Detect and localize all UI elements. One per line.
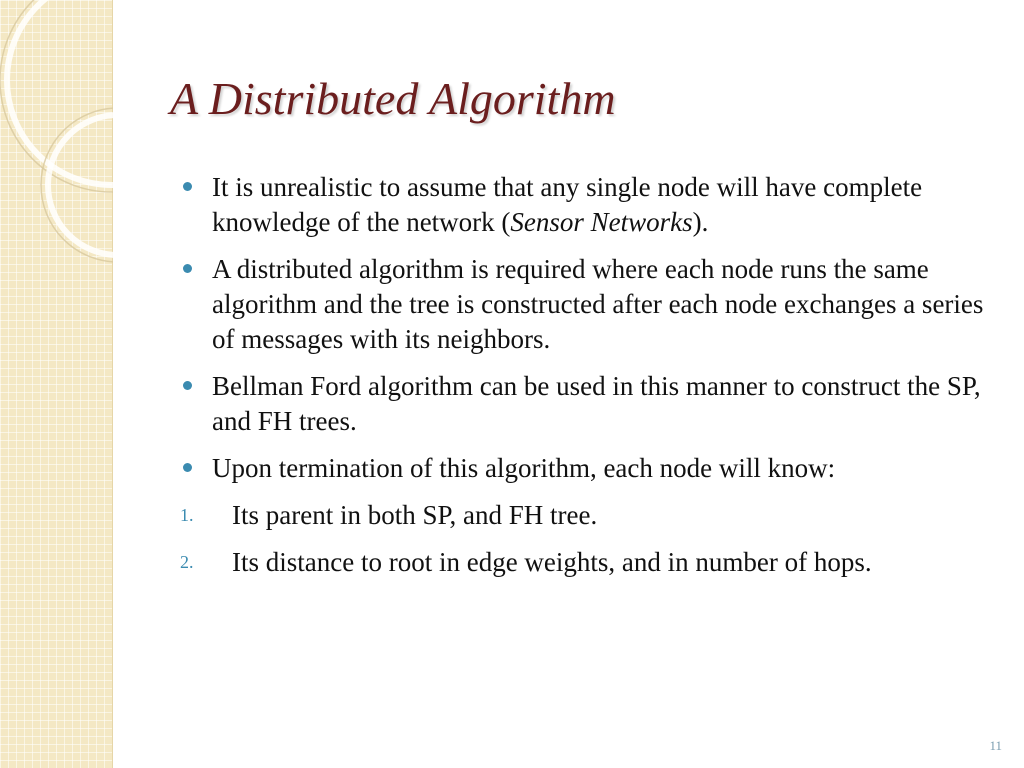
bullet-item-4 [180, 451, 1000, 486]
list-number-1: 1. [180, 505, 194, 525]
bullet-dot-icon [183, 264, 192, 273]
numbered-item-1 [180, 498, 1000, 533]
bullet-item-1 [180, 170, 1000, 240]
bullet-text-1-emphasis: Sensor Networks [510, 207, 693, 237]
bullet-item-3 [180, 369, 1000, 439]
decorative-circles [0, 0, 113, 768]
slide-content [180, 170, 1000, 592]
numbered-item-2 [180, 545, 1000, 580]
bullet-dot-icon [183, 463, 192, 472]
list-number-2: 2. [180, 552, 194, 572]
slide-title: A Distributed Algorithm [170, 73, 616, 124]
bullet-text-4: Upon termination of this algorithm, each node will know: [212, 453, 836, 483]
page-number: 11 [989, 738, 1002, 753]
bullet-text-2: A distributed algorithm is required where each node runs the same algorithm and the tree is constructed after each node exchanges a series of messages with its neighbors. [212, 254, 984, 354]
bullet-dot-icon [183, 182, 192, 191]
bullet-dot-icon [183, 381, 192, 390]
decorative-side-strip [0, 0, 113, 768]
bullet-text-1-end: ). [692, 207, 709, 237]
bullet-text-1-start: It is unrealistic to assume that any single node will have complete knowledge of the network ( [212, 172, 923, 237]
numbered-text-1: Its parent in both SP, and FH tree. [232, 500, 598, 530]
bullet-text-3: Bellman Ford algorithm can be used in this manner to construct the SP, and FH trees. [212, 371, 981, 436]
bullet-item-2 [180, 252, 1000, 357]
numbered-text-2: Its distance to root in edge weights, and in number of hops. [232, 547, 872, 577]
